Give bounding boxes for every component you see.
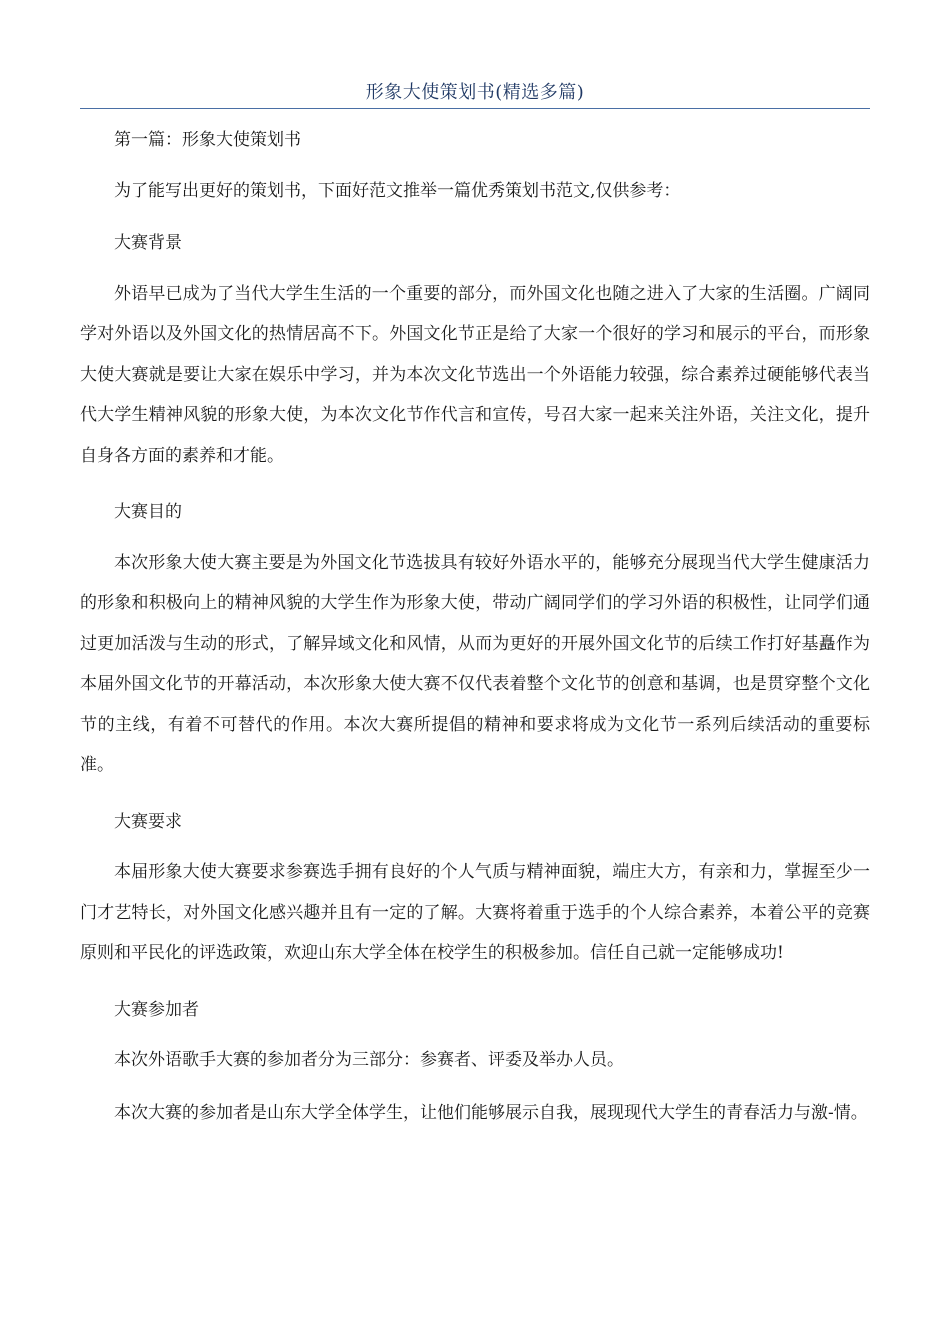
document-body (80, 120, 870, 1133)
background-paragraph: 外语早已成为了当代大学生生活的一个重要的部分，而外国文化也随之进入了大家的生活圈。广阔同学对外语以及外国文化的热情居高不下。外国文化节正是给了大家一个很好的学习和展示的平台，而形象大使大赛就是要让大家在娱乐中学习，并为本次文化节选出一个外语能力较强，综合素养过硬能够代表当代大学生精神风貌的形象大使，为本次文化节作代言和宣传，号召大家一起来关注外语，关注文化，提升自身各方面的素养和才能。 (80, 283, 870, 466)
intro-paragraph: 为了能写出更好的策划书，下面好范文推举一篇优秀策划书范文,仅供参考： (114, 180, 681, 201)
requirements-heading: 大赛要求 (114, 811, 182, 832)
title-underline (80, 108, 870, 109)
participants-heading: 大赛参加者 (114, 999, 199, 1020)
part-heading: 第一篇：形象大使策划书 (114, 130, 301, 150)
requirements-paragraph: 本届形象大使大赛要求参赛选手拥有良好的个人气质与精神面貌，端庄大方，有亲和力，掌握至少一门才艺特长，对外国文化感兴趣并且有一定的了解。大赛将着重于选手的个人综合素养，本着公平的竞赛原则和平民化的评选政策，欢迎山东大学全体在校学生的积极参加。信任自己就一定能够成功! (80, 862, 870, 963)
background-heading: 大赛背景 (114, 233, 182, 253)
purpose-heading: 大赛目的 (114, 502, 182, 522)
document-title: 形象大使策划书(精选多篇) (365, 82, 585, 103)
purpose-paragraph: 本次形象大使大赛主要是为外国文化节选拔具有较好外语水平的，能够充分展现当代大学生健康活力的形象和积极向上的精神风貌的大学生作为形象大使，带动广阔同学们的学习外语的积极性，让同学们通过更加活泼与生动的形式，了解异域文化和风情，从而为更好的开展外国文化节的后续工作打好基矗作为本届外国文化节的开幕活动，本次形象大使大赛不仅代表着整个文化节的创意和基调，也是贯穿整个文化节的主线，有着不可替代的作用。本次大赛所提倡的精神和要求将成为文化节一系列后续活动的重要标准。 (80, 552, 870, 775)
participants-paragraph-1: 本次外语歌手大赛的参加者分为三部分：参赛者、评委及举办人员。 (114, 1050, 624, 1070)
participants-paragraph-2: 本次大赛的参加者是山东大学全体学生，让他们能够展示自我，展现现代大学生的青春活力与激-情。 (114, 1102, 868, 1123)
